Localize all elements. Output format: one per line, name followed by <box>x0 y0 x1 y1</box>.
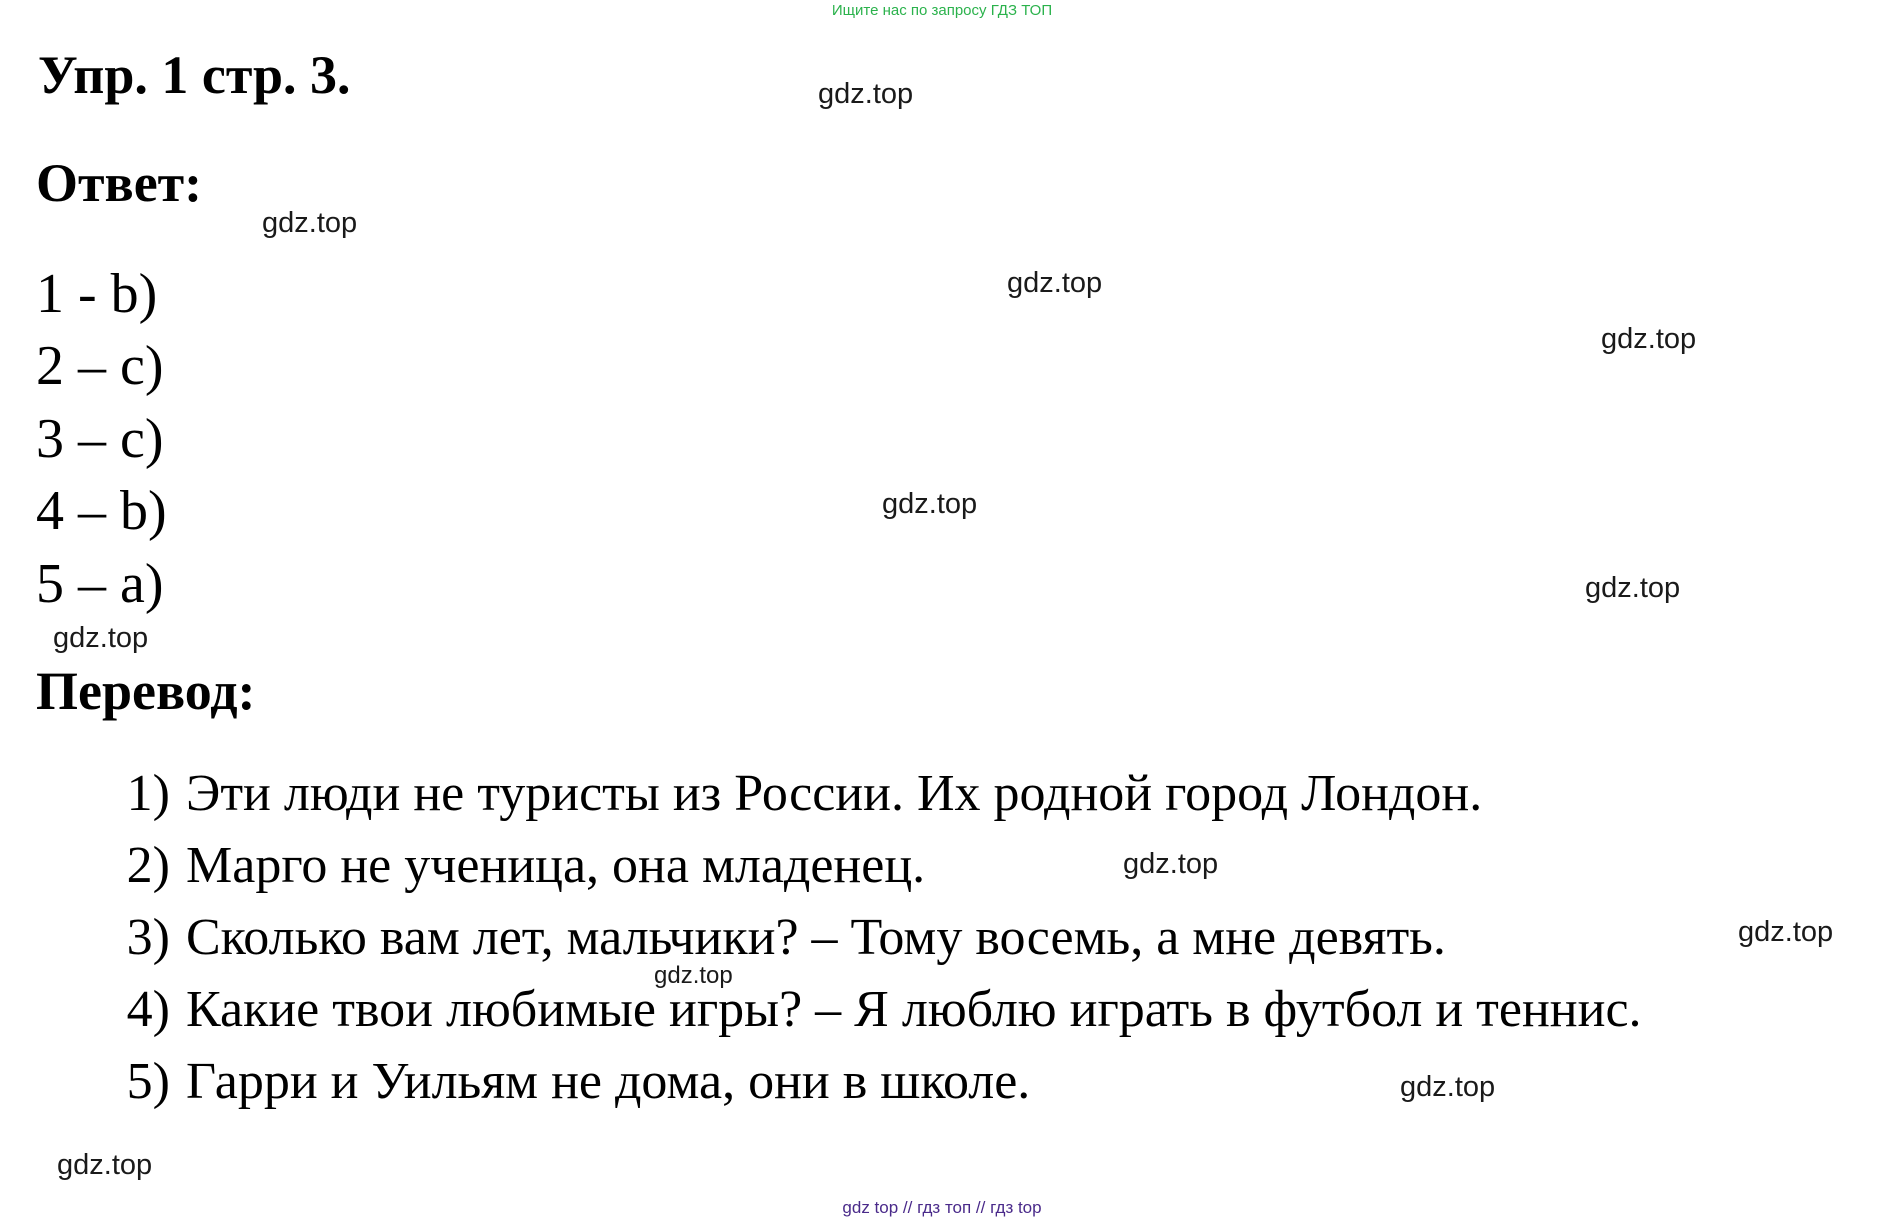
translation-text-4: Какие твои любимые игры? – Я люблю играть в футбол и теннис. <box>186 981 1642 1038</box>
answer-heading: Ответ: <box>36 153 203 213</box>
watermark: gdz.top <box>818 78 914 110</box>
watermark: gdz.top <box>654 962 733 989</box>
search-banner: Ищите нас по запросу ГДЗ ТОП <box>831 2 1053 19</box>
watermark: gdz.top <box>262 207 358 239</box>
translation-text-1: Эти люди не туристы из России. Их родной город Лондон. <box>186 765 1483 822</box>
translation-number-4: 4) <box>126 981 170 1038</box>
watermark: gdz.top <box>53 622 149 654</box>
translation-number-5: 5) <box>126 1053 170 1110</box>
answer-item-3: 3 – c) <box>36 408 164 470</box>
footer-tagline: gdz top // гдз топ // гдз top <box>842 1198 1042 1217</box>
watermark: gdz.top <box>1585 572 1681 604</box>
watermark: gdz.top <box>1601 323 1697 355</box>
answer-item-1: 1 - b) <box>36 263 158 325</box>
watermark: gdz.top <box>1123 848 1219 880</box>
answer-item-2: 2 – c) <box>36 335 164 397</box>
translation-number-3: 3) <box>126 909 170 966</box>
translation-text-3: Сколько вам лет, мальчики? – Тому восемь, а мне девять. <box>186 909 1446 966</box>
watermark: gdz.top <box>57 1149 153 1181</box>
translation-heading: Перевод: <box>36 661 256 721</box>
answer-item-5: 5 – a) <box>36 553 164 615</box>
translation-text-2: Марго не ученица, она младенец. <box>186 837 926 894</box>
translation-number-1: 1) <box>126 765 170 822</box>
exercise-title: Упр. 1 стр. 3. <box>38 45 351 105</box>
watermark: gdz.top <box>1007 267 1103 299</box>
translation-number-2: 2) <box>126 837 170 894</box>
watermark: gdz.top <box>882 488 978 520</box>
watermark: gdz.top <box>1400 1071 1496 1103</box>
translation-text-5: Гарри и Уильям не дома, они в школе. <box>186 1053 1031 1110</box>
watermark: gdz.top <box>1738 916 1834 948</box>
answer-item-4: 4 – b) <box>36 480 167 542</box>
